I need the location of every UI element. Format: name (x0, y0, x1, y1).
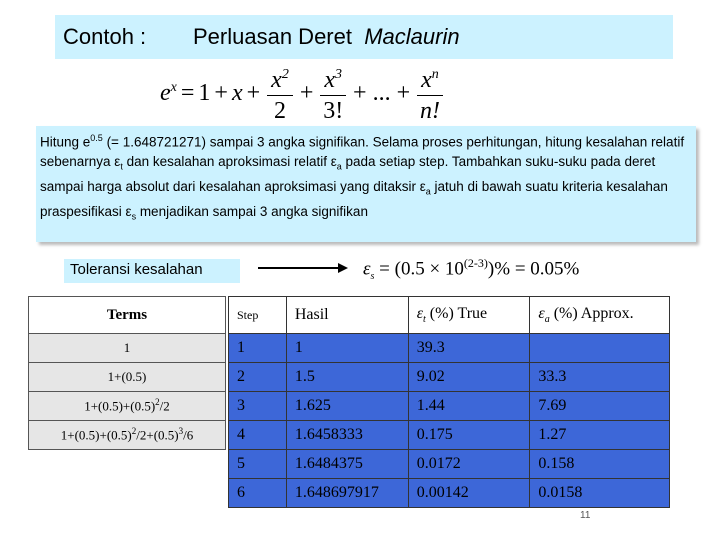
cell-true-error: 0.175 (408, 421, 530, 450)
cell-step: 6 (229, 479, 287, 508)
cell-approx-error: 1.27 (530, 421, 670, 450)
cell-hasil: 1.6484375 (286, 450, 408, 479)
header-hasil: Hasil (286, 297, 408, 334)
cell-true-error: 0.00142 (408, 479, 530, 508)
title-emphasis: Maclaurin (364, 24, 460, 49)
header-true-error: $\varepsilon_t$ (%) True (408, 297, 530, 334)
cell-hasil: 1.625 (286, 392, 408, 421)
title-prefix: Contoh : (63, 24, 147, 49)
table-row (229, 392, 670, 421)
formula-lhs: $e^x$ (160, 79, 177, 106)
cell-step: 4 (229, 421, 287, 450)
cell-hasil: 1.648697917 (286, 479, 408, 508)
cell-hasil: 1.6458333 (286, 421, 408, 450)
terms-row: $1+(0.5)+(0.5)^2/2+(0.5)^3/6$ (29, 421, 226, 450)
formula-fraction-n: $\frac{x^n}{n!}$ (417, 60, 443, 126)
terms-table (28, 296, 226, 450)
formula-one: 1 (198, 79, 211, 106)
table-row (229, 363, 670, 392)
cell-approx-error: 7.69 (530, 392, 670, 421)
terms-row: 1+(0.5) (29, 363, 226, 392)
cell-approx-error: 0.158 (530, 450, 670, 479)
page-number: 11 (580, 510, 591, 521)
formula-plus-1: + (214, 79, 228, 106)
maclaurin-formula (160, 60, 446, 126)
cell-approx-error: 0.0158 (530, 479, 670, 508)
cell-true-error: 0.0172 (408, 450, 530, 479)
cell-approx-error: 33.3 (530, 363, 670, 392)
cell-step: 2 (229, 363, 287, 392)
formula-x: x (231, 79, 243, 106)
cell-true-error: 1.44 (408, 392, 530, 421)
arrow-right-icon (258, 262, 348, 274)
terms-header: Terms (29, 297, 226, 334)
cell-hasil: 1.5 (286, 363, 408, 392)
title-banner (55, 15, 673, 59)
cell-hasil: 1 (286, 334, 408, 363)
formula-dots: + ... + (353, 79, 411, 106)
table-row (229, 421, 670, 450)
cell-true-error: 39.3 (408, 334, 530, 363)
terms-row: 1 (29, 334, 226, 363)
formula-plus-2: + (246, 79, 261, 106)
formula-fraction-2: $\frac{x^2}{2}$ (267, 60, 293, 126)
table-row (229, 334, 670, 363)
slide-title (193, 24, 460, 50)
tolerance-formula: $\varepsilon_s = (0.5 \times 10^{(2-3)})\% = 0.05\%$ (363, 256, 580, 283)
tolerance-label: Toleransi kesalahan (64, 259, 240, 283)
problem-description: Hitung $e^{0.5}$ (= 1.648721271) sampai 3 angka signifikan. Selama proses perhitungan, hitung kesalahan relatif sebenarnya $\varepsilon_t$ dan kesalahan aproksimasi relatif $\varepsilon_a$ pada setiap step. Tambahkan suku-suku pada deret sampai harga absolut dari kesalahan aproksimasi yang ditaksir $\varepsilon_a$ jatuh di bawah suatu kriteria kesalahan praspesifikasi $\varepsilon_s$ menjadikan sampai 3 angka signifikan (36, 126, 696, 242)
table-row (229, 479, 670, 508)
cell-step: 3 (229, 392, 287, 421)
header-approx-error: $\varepsilon_a$ (%) Approx. (530, 297, 670, 334)
title-main: Perluasan Deret (193, 24, 352, 49)
formula-plus-3: + (299, 79, 314, 106)
cell-true-error: 9.02 (408, 363, 530, 392)
formula-fraction-3: $\frac{x^3}{3!}$ (320, 60, 346, 126)
table-row (229, 450, 670, 479)
header-step: Step (229, 297, 287, 334)
terms-row: $1+(0.5)+(0.5)^2/2$ (29, 392, 226, 421)
results-table (228, 296, 670, 508)
cell-step: 5 (229, 450, 287, 479)
cell-step: 1 (229, 334, 287, 363)
cell-approx-error (530, 334, 670, 363)
formula-equals: = (180, 79, 195, 106)
